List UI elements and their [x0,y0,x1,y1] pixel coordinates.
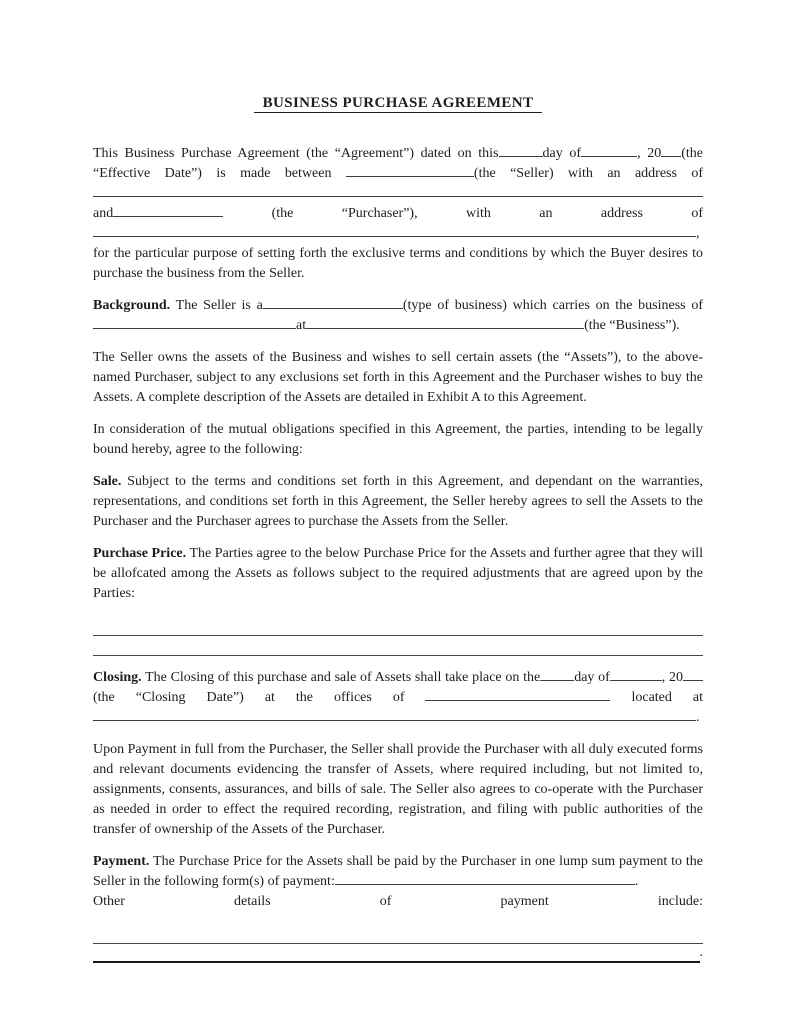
closing-text-1: The Closing of this purchase and sale of Assets shall take place on the [141,670,541,685]
closing-period: . [696,710,700,725]
closing-text-3: , 20 [661,670,683,685]
blank-business-type [263,296,403,309]
background-paragraph [93,296,703,336]
intro-text-5: (the “Seller) with an address of [473,166,703,181]
consideration-paragraph: In consideration of the mutual obligations specified in this Agreement, the parties, intending to be legally bound hereby, agree to the following: [93,422,703,457]
intro-text-4: (the “Effective Date”) is made between [93,146,704,181]
payment-details-final-period: . [699,945,703,960]
price-allocation-blank-lines [93,616,703,656]
blank-closing-address [93,708,696,721]
price-allocation-blank-line-2 [93,636,703,656]
closing-text-4: (the “Closing Date”) at the offices of [93,690,426,705]
intro-text-2: day of [542,146,582,161]
payment-section [93,852,703,912]
other-details-word-1: Other [93,894,125,909]
closing-text-2: day of [574,670,610,685]
blank-seller-address [93,184,703,197]
payment-period: . [634,874,639,889]
blank-purchaser-address [93,224,696,237]
sale-label: Sale. [93,474,122,489]
background-text-3: at [296,318,307,333]
assets-paragraph: The Seller owns the assets of the Business and wishes to sell certain assets (the “Assets”), to the above-named Purchaser, subject to any exclusions set forth in this Agreement and the Purchaser wishes to buy the Assets. A complete description of the Assets are detailed in Exhibit A to this Agreement. [93,350,703,405]
other-details-line [93,892,703,912]
other-details-word-2: details [234,894,271,909]
blank-closing-offices [425,688,610,701]
closing-label: Closing. [93,670,142,685]
blank-closing-year [683,668,703,681]
background-text-1: The Seller is a [170,298,263,313]
price-allocation-blank-line-1 [93,616,703,636]
payment-details-blank-line-2-row [93,944,703,963]
blank-effective-day [499,144,543,157]
intro-text-6: and [93,206,114,221]
title-row [93,93,703,114]
blank-business-address [306,316,584,329]
payment-details-blank-line-1 [93,924,703,944]
purchase-price-label: Purchase Price. [93,546,187,561]
payment-text-1: The Purchase Price for the Assets shall be paid by the Purchaser in one lump sum payment to the Seller in the following form(s) of payment: [93,854,703,889]
payment-label: Payment. [93,854,150,869]
blank-effective-year [661,144,681,157]
other-details-word-5: include: [657,894,703,909]
background-label: Background. [93,298,171,313]
blank-closing-day [540,668,574,681]
intro-text-1: This Business Purchase Agreement (the “Agreement”) dated on this [93,146,499,161]
closing-paragraph [93,668,703,728]
blank-payment-form [335,872,635,885]
sale-paragraph [93,472,703,532]
background-text-4: (the “Business”). [584,318,680,333]
payment-paragraph [93,852,703,892]
intro-paragraph [93,144,703,284]
intro-text-3: , 20 [637,146,662,161]
payment-details-blank-line-2 [93,943,700,963]
intro-text-8: for the particular purpose of setting forth the exclusive terms and conditions by which the Buyer desires to purchase the business from the Seller. [93,246,703,281]
other-details-word-4: payment [500,894,549,909]
blank-effective-month [581,144,637,157]
payment-details-blank-lines [93,924,703,963]
blank-closing-month [610,668,662,681]
intro-comma: , [696,226,700,241]
closing-text-5: located at [610,690,703,705]
purchase-price-paragraph [93,544,703,604]
blank-business-name [93,316,296,329]
transfer-paragraph: Upon Payment in full from the Purchaser, the Seller shall provide the Purchaser with all duly executed forms and relevant documents evidencing the transfer of Assets, where required including, but not limited to, assignments, consents, assurances, and bills of sale. The Seller also agrees to co-operate with the Purchaser as needed in order to effect the required recording, registration, and filing with public authorities of the transfer of ownership of the Assets of the Purchaser. [93,742,703,837]
purchase-price-body: The Parties agree to the below Purchase Price for the Assets and further agree that they will be allofcated among the Assets as follows subject to the required adjustments that are agreed upon by the Parties: [93,546,703,601]
blank-purchaser-name [113,204,223,217]
sale-body: Subject to the terms and conditions set forth in this Agreement, and dependant on the warranties, representations, and conditions set forth in this Agreement, the Seller hereby agrees to sell the Assets to the Purchaser and the Purchaser agrees to purchase the Assets from the Seller. [93,474,703,529]
intro-text-7: (the “Purchaser”), with an address of [223,206,703,221]
blank-seller-name [346,164,474,177]
other-details-word-3: of [379,894,392,909]
page-title: BUSINESS PURCHASE AGREEMENT [254,95,543,113]
background-text-2: (type of business) which carries on the business of [402,298,703,313]
